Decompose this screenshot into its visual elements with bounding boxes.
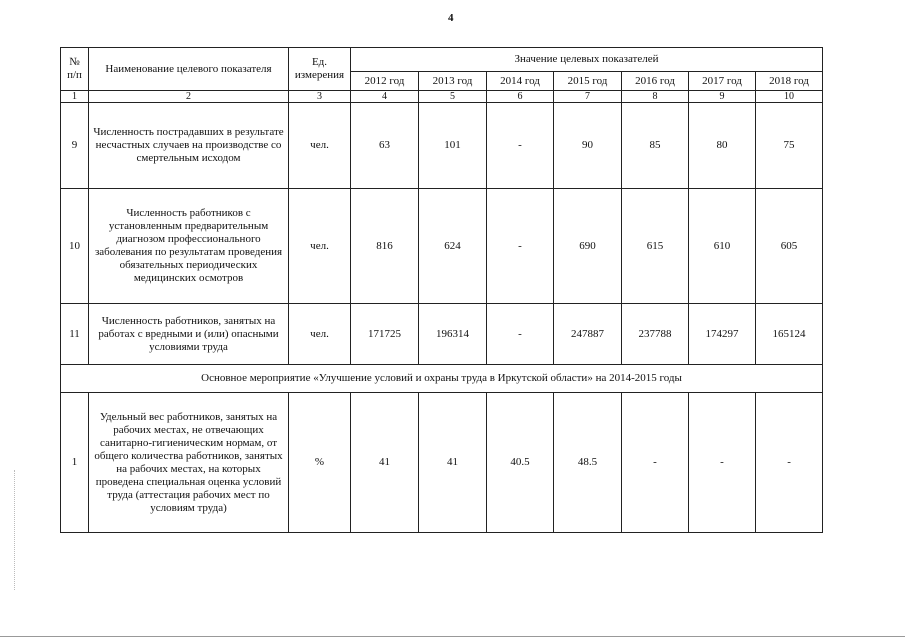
page-edge-line bbox=[0, 636, 905, 637]
col-number: 5 bbox=[419, 91, 487, 103]
col-number: 4 bbox=[351, 91, 419, 103]
row-value: - bbox=[689, 393, 756, 533]
row-unit: % bbox=[289, 393, 351, 533]
col-number: 8 bbox=[622, 91, 689, 103]
col-number: 7 bbox=[554, 91, 622, 103]
header-values-title: Значение целевых показателей bbox=[351, 48, 823, 72]
row-value: 165124 bbox=[756, 304, 823, 365]
col-number: 1 bbox=[61, 91, 89, 103]
row-value: 40.5 bbox=[487, 393, 554, 533]
table-row bbox=[61, 393, 823, 533]
row-name: Численность работников с установленным предварительным диагнозом профессионального заболевания по результатам проведения обязательных периодических медицинских осмотров bbox=[89, 189, 289, 304]
header-row-col-numbers bbox=[61, 91, 823, 103]
row-num: 1 bbox=[61, 393, 89, 533]
header-unit: Ед. измерения bbox=[289, 48, 351, 91]
row-name: Численность пострадавших в результате несчастных случаев на производстве со смертельным исходом bbox=[89, 103, 289, 189]
header-year: 2017 год bbox=[689, 72, 756, 91]
table-row bbox=[61, 103, 823, 189]
row-name: Численность работников, занятых на работах с вредными и (или) опасными условиями труда bbox=[89, 304, 289, 365]
row-value: 174297 bbox=[689, 304, 756, 365]
row-value: 63 bbox=[351, 103, 419, 189]
row-unit: чел. bbox=[289, 304, 351, 365]
row-value: 101 bbox=[419, 103, 487, 189]
row-num: 9 bbox=[61, 103, 89, 189]
row-value: 75 bbox=[756, 103, 823, 189]
row-value: 48.5 bbox=[554, 393, 622, 533]
row-value: 624 bbox=[419, 189, 487, 304]
row-value: - bbox=[487, 103, 554, 189]
header-year: 2012 год bbox=[351, 72, 419, 91]
target-indicators-table bbox=[60, 47, 823, 533]
row-value: 85 bbox=[622, 103, 689, 189]
col-number: 10 bbox=[756, 91, 823, 103]
row-value: 816 bbox=[351, 189, 419, 304]
header-year: 2018 год bbox=[756, 72, 823, 91]
row-value: - bbox=[622, 393, 689, 533]
row-value: 196314 bbox=[419, 304, 487, 365]
row-value: - bbox=[487, 189, 554, 304]
row-value: 41 bbox=[351, 393, 419, 533]
col-number: 3 bbox=[289, 91, 351, 103]
row-value: 690 bbox=[554, 189, 622, 304]
header-year: 2016 год bbox=[622, 72, 689, 91]
row-value: 615 bbox=[622, 189, 689, 304]
section-header-row bbox=[61, 365, 823, 393]
header-year: 2013 год bbox=[419, 72, 487, 91]
row-value: 237788 bbox=[622, 304, 689, 365]
scan-artifact bbox=[14, 470, 18, 590]
header-row-1 bbox=[61, 48, 823, 72]
row-name: Удельный вес работников, занятых на рабочих местах, не отвечающих санитарно-гигиеническим нормам, от общего количества работников, занятых на рабочих местах, на которых проведена специальная оценка условий труда (аттестация рабочих мест по условиям труда) bbox=[89, 393, 289, 533]
page-number: 4 bbox=[448, 12, 454, 24]
header-name: Наименование целевого показателя bbox=[89, 48, 289, 91]
col-number: 6 bbox=[487, 91, 554, 103]
col-number: 2 bbox=[89, 91, 289, 103]
table-row bbox=[61, 189, 823, 304]
row-value: 610 bbox=[689, 189, 756, 304]
row-value: 80 bbox=[689, 103, 756, 189]
row-value: 171725 bbox=[351, 304, 419, 365]
row-value: 605 bbox=[756, 189, 823, 304]
header-year: 2015 год bbox=[554, 72, 622, 91]
header-num: № п/п bbox=[61, 48, 89, 91]
row-unit: чел. bbox=[289, 103, 351, 189]
row-value: 247887 bbox=[554, 304, 622, 365]
row-num: 10 bbox=[61, 189, 89, 304]
section-title: Основное мероприятие «Улучшение условий и охраны труда в Иркутской области» на 2014-2015 годы bbox=[61, 365, 823, 393]
row-value: - bbox=[487, 304, 554, 365]
row-num: 11 bbox=[61, 304, 89, 365]
header-year: 2014 год bbox=[487, 72, 554, 91]
row-value: 41 bbox=[419, 393, 487, 533]
row-value: 90 bbox=[554, 103, 622, 189]
row-value: - bbox=[756, 393, 823, 533]
row-unit: чел. bbox=[289, 189, 351, 304]
col-number: 9 bbox=[689, 91, 756, 103]
table-row bbox=[61, 304, 823, 365]
